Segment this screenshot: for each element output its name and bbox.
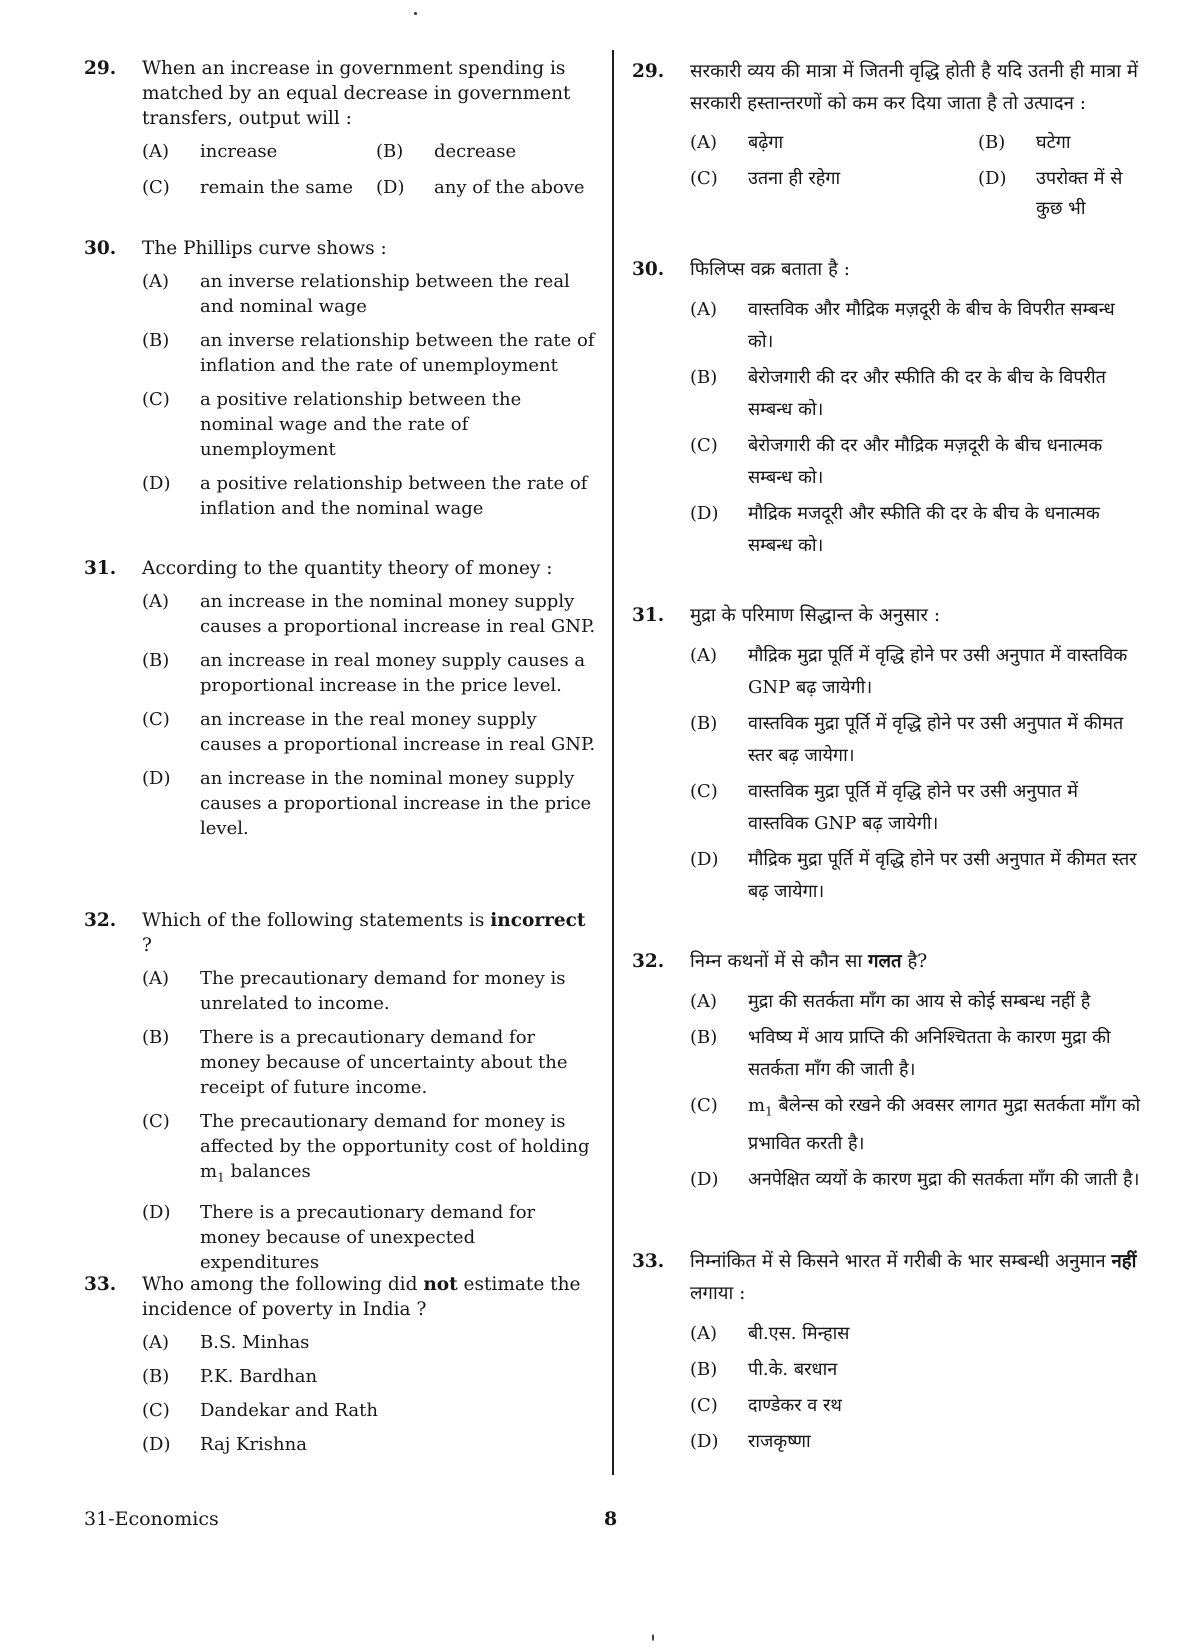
question-number: 33.: [84, 1274, 117, 1295]
question-text: Who among the following did not estimate the incidence of poverty in India ?: [142, 1274, 581, 1320]
question-29-en: [84, 56, 596, 201]
option-d: (D) Raj Krishna: [142, 1434, 307, 1455]
option-b: (B) पी.के. बरधान: [690, 1359, 838, 1380]
option-key: (C): [142, 177, 170, 198]
option-b: (B) बेरोजगारी की दर और स्फीति की दर के बीच के विपरीत सम्बन्ध को।: [690, 367, 1106, 420]
option-b: (B) an increase in real money supply causes a proportional increase in the price level.: [142, 650, 586, 696]
option-text: उपरोक्त में से कुछ भी: [1036, 168, 1123, 219]
option-a: (A) वास्तविक और मौद्रिक मज़दूरी के बीच के विपरीत सम्बन्ध को।: [690, 299, 1115, 352]
option-key: (B): [376, 141, 404, 162]
question-33-hi: [632, 1246, 1144, 1462]
question-number: 30.: [84, 238, 117, 259]
scan-speck: [652, 1634, 654, 1641]
option-c: (C) $m_1$ बैलेन्स को रखने की अवसर लागत मुद्रा सतर्कता माँग को प्रभावित करती है।: [690, 1095, 1141, 1154]
question-33-en: [84, 1272, 596, 1466]
option-b: (B) भविष्य में आय प्राप्ति की अनिश्चितता के कारण मुद्रा की सतर्कता माँग की जाती है।: [690, 1027, 1111, 1080]
question-30-en: [84, 236, 596, 530]
question-29-hi: [632, 56, 1144, 224]
question-number: 29.: [632, 61, 665, 82]
option-c: (C) a positive relationship between the nominal wage and the rate of unemployment: [142, 389, 522, 460]
option-text: decrease: [434, 141, 517, 162]
option-a: (A) मौद्रिक मुद्रा पूर्ति में वृद्धि होने पर उसी अनुपात में वास्तविक GNP बढ़ जायेगी।: [690, 645, 1128, 698]
page-number: 8: [604, 1508, 618, 1530]
option-key: (D): [376, 177, 405, 198]
option-key: (C): [690, 168, 718, 189]
option-d: (D) There is a precautionary demand for money because of unexpected expenditures: [142, 1201, 536, 1273]
question-number: 29.: [84, 58, 117, 79]
question-32-hi: [632, 946, 1144, 1200]
option-c: (C) वास्तविक मुद्रा पूर्ति में वृद्धि होने पर उसी अनुपात में वास्तविक GNP बढ़ जायेगी।: [690, 781, 1079, 834]
option-a: (A) an increase in the nominal money supply causes a proportional increase in real GNP.: [142, 591, 596, 637]
question-number: 31.: [632, 605, 665, 626]
scan-speck: [414, 12, 417, 15]
option-a: (A) The precautionary demand for money is unrelated to income.: [142, 968, 566, 1014]
option-text: बढ़ेगा: [748, 132, 784, 153]
question-number: 32.: [632, 951, 665, 972]
question-number: 31.: [84, 558, 117, 579]
option-text: any of the above: [434, 177, 585, 198]
question-number: 30.: [632, 259, 665, 280]
option-text: घटेगा: [1036, 132, 1071, 153]
question-text: निम्नांकित में से किसने भारत में गरीबी के भार सम्बन्धी अनुमान नहीं लगाया :: [690, 1251, 1137, 1304]
option-d: (D) a positive relationship between the rate of inflation and the nominal wage: [142, 473, 588, 519]
question-text: फिलिप्स वक्र बताता है :: [690, 259, 851, 280]
question-text: निम्न कथनों में से कौन सा गलत है?: [690, 951, 928, 972]
option-a: (A) B.S. Minhas: [142, 1332, 310, 1353]
column-divider: [612, 50, 614, 1475]
question-text: When an increase in government spending is matched by an equal decrease in government transfers, output will :: [142, 58, 571, 129]
question-32-en: [84, 908, 596, 1284]
option-text: remain the same: [200, 177, 354, 198]
option-a: (A) बी.एस. मिन्हास: [690, 1323, 850, 1344]
footer-subject: 31-Economics: [84, 1508, 219, 1530]
option-b: (B) There is a precautionary demand for money because of uncertainty about the receipt of future income.: [142, 1027, 568, 1098]
option-b: (B) an inverse relationship between the rate of inflation and the rate of unemployment: [142, 330, 595, 376]
question-number: 33.: [632, 1251, 665, 1272]
option-d: (D) an increase in the nominal money supply causes a proportional increase in the price level.: [142, 768, 592, 839]
option-c: (C) बेरोजगारी की दर और मौद्रिक मज़दूरी के बीच धनात्मक सम्बन्ध को।: [690, 435, 1103, 488]
option-a: (A) मुद्रा की सतर्कता माँग का आय से कोई सम्बन्ध नहीं है: [690, 991, 1091, 1012]
option-b: (B) P.K. Bardhan: [142, 1366, 318, 1387]
option-text: increase: [200, 141, 278, 162]
question-text: मुद्रा के परिमाण सिद्धान्त के अनुसार :: [690, 605, 941, 626]
option-d: (D) राजकृष्णा: [690, 1431, 811, 1452]
question-text: According to the quantity theory of money :: [142, 558, 553, 579]
question-31-hi: [632, 600, 1144, 912]
question-31-en: [84, 556, 596, 850]
option-d: (D) मौद्रिक मजदूरी और स्फीति की दर के बीच के धनात्मक सम्बन्ध को।: [690, 503, 1100, 556]
option-c: (C) an increase in the real money supply causes a proportional increase in real GNP.: [142, 709, 596, 755]
option-c: (C) The precautionary demand for money is affected by the opportunity cost of holding $m_1$ balances: [142, 1111, 590, 1185]
option-a: (A) an inverse relationship between the real and nominal wage: [142, 271, 570, 317]
option-key: (A): [690, 132, 718, 153]
question-text: The Phillips curve shows :: [142, 238, 387, 259]
option-b: (B) वास्तविक मुद्रा पूर्ति में वृद्धि होने पर उसी अनुपात में कीमत स्तर बढ़ जायेगा।: [690, 713, 1124, 766]
option-key: (A): [142, 141, 170, 162]
question-30-hi: [632, 254, 1144, 566]
option-d: (D) मौद्रिक मुद्रा पूर्ति में वृद्धि होने पर उसी अनुपात में कीमत स्तर बढ़ जायेगा।: [690, 849, 1137, 902]
question-number: 32.: [84, 910, 117, 931]
question-text: Which of the following statements is incorrect ?: [142, 910, 586, 956]
option-key: (D): [978, 168, 1007, 189]
option-c: (C) दाण्डेकर व रथ: [690, 1395, 842, 1416]
option-key: (B): [978, 132, 1006, 153]
question-text: सरकारी व्यय की मात्रा में जितनी वृद्धि होती है यदि उतनी ही मात्रा में सरकारी हस्तान्तरणों को कम कर दिया जाता है तो उत्पादन :: [690, 61, 1138, 114]
option-text: उतना ही रहेगा: [748, 168, 841, 189]
option-d: (D) अनपेक्षित व्ययों के कारण मुद्रा की सतर्कता माँग की जाती है।: [690, 1168, 1140, 1190]
option-c: (C) Dandekar and Rath: [142, 1400, 378, 1421]
